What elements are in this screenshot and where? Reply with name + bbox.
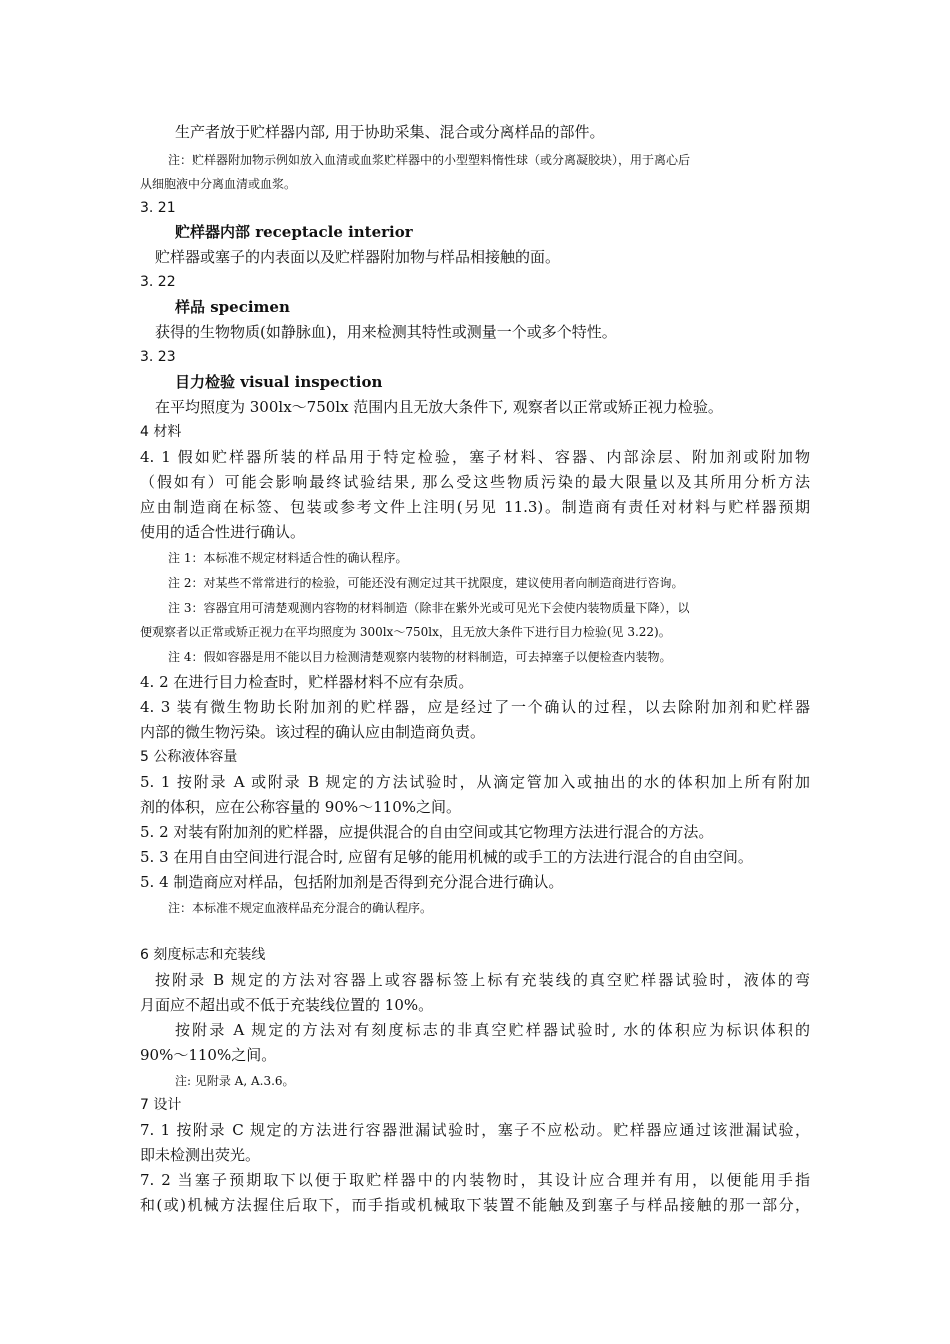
definition-text: 在平均照度为 300lx～750lx 范围内且无放大条件下, 观察者以正常或矫正视力检验。 (155, 398, 723, 416)
note-text-continued: 从细胞液中分离血清或血浆。 (140, 177, 297, 191)
paragraph-line: 应由制造商在标签、包装或参考文件上注明(另见 11.3)。制造商有责任对材料与贮样器预期 (140, 498, 810, 516)
clause-number: 3. 21 (140, 200, 176, 216)
section-heading: 7 设计 (140, 1097, 182, 1113)
paragraph-line: 内部的微生物污染。该过程的确认应由制造商负责。 (140, 723, 486, 741)
note-text: 注 2：对某些不常常进行的检验，可能还没有测定过其干扰限度，建议使用者向制造商进行咨询。 (168, 576, 684, 590)
definition-text: 获得的生物物质(如静脉血)，用来检测其特性或测量一个或多个特性。 (155, 323, 617, 341)
term-heading: 样品 specimen (175, 298, 290, 316)
note-text: 注 3：容器宜用可清楚观测内容物的材料制造（除非在紫外光或可见光下会使内装物质量下降），以 (168, 601, 690, 615)
paragraph-line: 4. 1 假如贮样器所装的样品用于特定检验，塞子材料、容器、内部涂层、附加剂或附加物 (140, 448, 810, 466)
paragraph-line: 即未检测出荧光。 (140, 1146, 261, 1164)
clause-number: 3. 22 (140, 274, 176, 290)
section-heading: 4 材料 (140, 424, 182, 440)
term-heading: 目力检验 visual inspection (175, 373, 383, 391)
paragraph-line: 5. 1 按附录 A 或附录 B 规定的方法试验时，从滴定管加入或抽出的水的体积加上所有附加 (140, 773, 810, 791)
paragraph-line: 90%～110%之间。 (140, 1046, 277, 1064)
paragraph-line: 剂的体积，应在公称容量的 90%～110%之间。 (140, 798, 461, 816)
note-text: 注：本标准不规定血液样品充分混合的确认程序。 (168, 901, 433, 915)
paragraph-line: 按附录 A 规定的方法对有刻度标志的非真空贮样器试验时, 水的体积应为标识体积的 (175, 1021, 810, 1039)
definition-text: 贮样器或塞子的内表面以及贮样器附加物与样品相接触的面。 (155, 248, 561, 266)
clause-number: 3. 23 (140, 349, 176, 365)
paragraph-line: 和(或)机械方法握住后取下，而手指或机械取下装置不能触及到塞子与样品接触的那一部分， (140, 1196, 810, 1214)
paragraph-line: 5. 2 对装有附加剂的贮样器，应提供混合的自由空间或其它物理方法进行混合的方法。 (140, 823, 714, 841)
section-heading: 6 刻度标志和充装线 (140, 947, 266, 963)
term-heading: 贮样器内部 receptacle interior (175, 223, 413, 241)
paragraph-line: 月面应不超出或不低于充装线位置的 10%。 (140, 996, 434, 1014)
paragraph-line: 4. 3 装有微生物助长附加剂的贮样器，应是经过了一个确认的过程，以去除附加剂和贮样器 (140, 698, 810, 716)
note-text-continued: 便观察者以正常或矫正视力在平均照度为 300lx～750lx，且无放大条件下进行目力检验(见 3.22)。 (140, 625, 671, 639)
paragraph-line: 使用的适合性进行确认。 (140, 523, 306, 541)
note-text: 注: 见附录 A, A.3.6。 (175, 1074, 295, 1088)
note-text: 注 1：本标准不规定材料适合性的确认程序。 (168, 551, 408, 565)
section-heading: 5 公称液体容量 (140, 749, 238, 765)
paragraph-line: 5. 3 在用自由空间进行混合时, 应留有足够的能用机械的或手工的方法进行混合的自由空间。 (140, 848, 753, 866)
note-text: 注：贮样器附加物示例如放入血清或血浆贮样器中的小型塑料惰性球（或分离凝胶块），用于离心后 (168, 153, 691, 167)
paragraph-line: 按附录 B 规定的方法对容器上或容器标签上标有充装线的真空贮样器试验时，液体的弯 (155, 971, 810, 989)
paragraph-line: 5. 4 制造商应对样品，包括附加剂是否得到充分混合进行确认。 (140, 873, 564, 891)
paragraph-line: （假如有）可能会影响最终试验结果, 那么受这些物质污染的最大限量以及其所用分析方法 (140, 473, 810, 491)
paragraph-line: 7. 1 按附录 C 规定的方法进行容器泄漏试验时，塞子不应松动。贮样器应通过该泄漏试验， (140, 1121, 810, 1139)
definition-text: 生产者放于贮样器内部, 用于协助采集、混合或分离样品的部件。 (175, 123, 605, 141)
paragraph-line: 7. 2 当塞子预期取下以便于取贮样器中的内装物时，其设计应合理并有用，以便能用手指 (140, 1171, 810, 1189)
note-text: 注 4：假如容器是用不能以目力检测清楚观察内装物的材料制造，可去掉塞子以便检查内装物。 (168, 650, 672, 664)
paragraph-line: 4. 2 在进行目力检查时，贮样器材料不应有杂质。 (140, 673, 474, 691)
